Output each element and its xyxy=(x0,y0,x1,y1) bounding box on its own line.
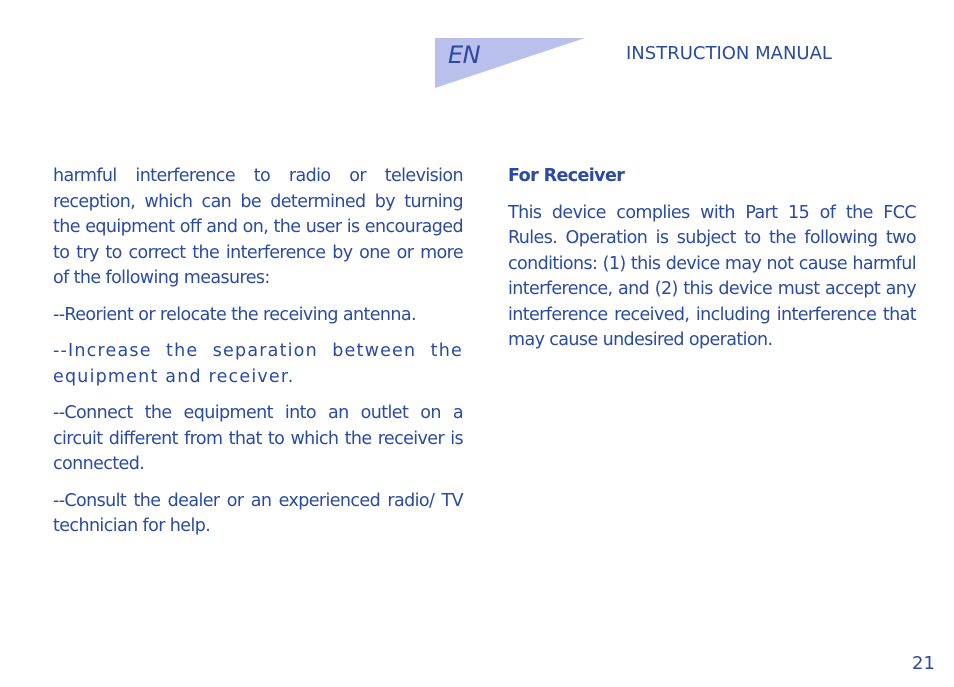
right-column xyxy=(508,164,916,365)
body-paragraph: This device complies with Part 15 of the FCC Rules. Operation is subject to the following two conditions: (1) this device may not cause harmful interference, and (2) this device must accept any interference received, including interference that may cause undesired operation. xyxy=(508,202,916,350)
measure-item: --Reorient or relocate the receiving antenna. xyxy=(53,304,416,325)
measure-item: --Connect the equipment into an outlet on a circuit different from that to which the receiver is connected. xyxy=(53,403,463,474)
body-paragraph: harmful interference to radio or television reception, which can be determined by turning the equipment off and on, the user is encouraged to try to correct the interference by one or more of the following measures: xyxy=(53,166,463,288)
left-column xyxy=(53,164,463,551)
manual-title: INSTRUCTION MANUAL xyxy=(626,43,832,64)
language-tab xyxy=(435,38,585,88)
section-heading: For Receiver xyxy=(508,166,625,186)
measure-item: --Consult the dealer or an experienced radio/ TV technician for help. xyxy=(53,490,463,536)
language-code: EN xyxy=(448,41,481,69)
page-number: 21 xyxy=(912,653,935,674)
measure-item: --Increase the separation between the equipment and receiver. xyxy=(53,341,463,387)
